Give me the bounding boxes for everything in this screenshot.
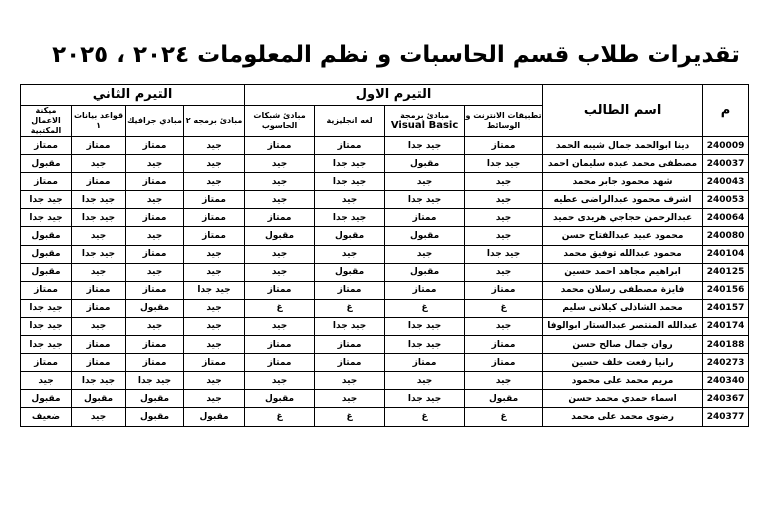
student-name: مصطفى محمد عبده سليمان احمد bbox=[543, 155, 703, 173]
grade-cell: جيد جدا bbox=[72, 245, 126, 263]
grade-cell: ممتاز bbox=[126, 336, 184, 354]
grade-cell: جيد bbox=[465, 173, 543, 191]
table-row bbox=[21, 281, 749, 299]
student-code: 240367 bbox=[703, 390, 749, 408]
grade-cell: جيد bbox=[245, 245, 315, 263]
grade-cell: ممتاز bbox=[315, 281, 385, 299]
grade-cell: جيد جدا bbox=[385, 390, 465, 408]
table-row bbox=[21, 336, 749, 354]
grade-cell: جيد جدا bbox=[315, 173, 385, 191]
grade-cell: جيد bbox=[245, 372, 315, 390]
grade-cell: جيد bbox=[385, 173, 465, 191]
student-name: رضوى محمد على محمد bbox=[543, 408, 703, 426]
grade-cell: مقبول bbox=[245, 390, 315, 408]
student-name: مريم محمد على محمود bbox=[543, 372, 703, 390]
grade-cell: غ bbox=[465, 408, 543, 426]
grade-cell: ممتاز bbox=[21, 281, 72, 299]
grade-cell: مقبول bbox=[21, 227, 72, 245]
grade-cell: جيد bbox=[315, 191, 385, 209]
grade-cell: جيد جدا bbox=[385, 336, 465, 354]
table-row bbox=[21, 263, 749, 281]
grade-cell: ممتاز bbox=[465, 336, 543, 354]
grade-cell: ممتاز bbox=[126, 209, 184, 227]
grade-cell: ممتاز bbox=[72, 281, 126, 299]
grade-cell: ممتاز bbox=[72, 354, 126, 372]
table-row bbox=[21, 408, 749, 426]
header-subject-office-automation: ميكنة الاعمال المكتبية bbox=[21, 106, 72, 137]
table-row bbox=[21, 155, 749, 173]
grade-cell: جيد bbox=[315, 245, 385, 263]
student-name: اسماء حمدي محمد حسن bbox=[543, 390, 703, 408]
grade-cell: جيد bbox=[385, 245, 465, 263]
grade-cell: مقبول bbox=[72, 390, 126, 408]
header-student-name: اسم الطالب bbox=[543, 85, 703, 137]
grade-cell: جيد جدا bbox=[385, 137, 465, 155]
header-subject-graphics: مبادي جرافيك bbox=[126, 106, 184, 137]
grade-cell: ممتاز bbox=[126, 354, 184, 372]
grade-cell: غ bbox=[315, 299, 385, 317]
student-name: روان جمال صالح حسن bbox=[543, 336, 703, 354]
header-number: م bbox=[703, 85, 749, 137]
page-title: تقديرات طلاب قسم الحاسبات و نظم المعلومات ٢٠٢٤ ، ٢٠٢٥ bbox=[52, 42, 740, 68]
grade-cell: جيد جدا bbox=[21, 191, 72, 209]
grade-cell: جيد bbox=[465, 372, 543, 390]
grade-cell: ممتاز bbox=[245, 354, 315, 372]
grade-cell: ممتاز bbox=[465, 137, 543, 155]
student-code: 240156 bbox=[703, 281, 749, 299]
grade-cell: ممتاز bbox=[465, 281, 543, 299]
grade-cell: ممتاز bbox=[245, 281, 315, 299]
grade-cell: ممتاز bbox=[315, 336, 385, 354]
grades-table bbox=[20, 84, 749, 427]
header-subject-programming-label: مبادئ برمجة bbox=[400, 111, 450, 120]
grade-cell: جيد bbox=[72, 408, 126, 426]
grade-cell: غ bbox=[385, 408, 465, 426]
table-row bbox=[21, 227, 749, 245]
grade-cell: جيد جدا bbox=[385, 317, 465, 335]
grade-cell: جيد جدا bbox=[21, 209, 72, 227]
header-subject-programming-vb: Visual Basic bbox=[390, 120, 459, 131]
student-name: محمود عبيد عبدالفتاح حسن bbox=[543, 227, 703, 245]
student-code: 240080 bbox=[703, 227, 749, 245]
grade-cell: جيد bbox=[465, 191, 543, 209]
table-row bbox=[21, 317, 749, 335]
grade-cell: غ bbox=[385, 299, 465, 317]
table-row bbox=[21, 372, 749, 390]
grade-cell: ممتاز bbox=[465, 354, 543, 372]
grade-cell: غ bbox=[465, 299, 543, 317]
grade-cell: ممتاز bbox=[245, 336, 315, 354]
student-name: فايزة مصطفى رسلان محمد bbox=[543, 281, 703, 299]
student-name: عبدالرحمن حجاجي هريدى حميد bbox=[543, 209, 703, 227]
grade-cell: مقبول bbox=[385, 155, 465, 173]
grade-cell: مقبول bbox=[126, 299, 184, 317]
grade-cell: ممتاز bbox=[21, 354, 72, 372]
grade-cell: ممتاز bbox=[385, 281, 465, 299]
grade-cell: جيد جدا bbox=[72, 372, 126, 390]
grade-cell: جيد جدا bbox=[126, 372, 184, 390]
table-row bbox=[21, 137, 749, 155]
grade-cell: جيد bbox=[315, 390, 385, 408]
grade-cell: جيد bbox=[184, 245, 245, 263]
grade-cell: جيد جدا bbox=[315, 155, 385, 173]
header-subject-internet-apps: تطبيقات الانترنت و الوسائط bbox=[465, 106, 543, 137]
grade-cell: مقبول bbox=[21, 245, 72, 263]
grade-cell: جيد جدا bbox=[315, 317, 385, 335]
student-code: 240340 bbox=[703, 372, 749, 390]
grade-cell: ممتاز bbox=[21, 173, 72, 191]
grade-cell: جيد bbox=[245, 317, 315, 335]
grade-cell: جيد bbox=[245, 263, 315, 281]
grade-cell: ممتاز bbox=[385, 209, 465, 227]
student-name: اشرف محمود عبدالراضى عطيه bbox=[543, 191, 703, 209]
grade-cell: ممتاز bbox=[385, 354, 465, 372]
header-subject-databases-1: قواعد بيانات ١ bbox=[72, 106, 126, 137]
grade-cell: ممتاز bbox=[126, 281, 184, 299]
grade-cell: جيد جدا bbox=[21, 299, 72, 317]
table-row bbox=[21, 299, 749, 317]
grade-cell: جيد bbox=[184, 336, 245, 354]
grade-cell: ممتاز bbox=[184, 354, 245, 372]
grade-cell: جيد جدا bbox=[315, 209, 385, 227]
grade-cell: ممتاز bbox=[72, 336, 126, 354]
grades-table-body bbox=[21, 137, 749, 427]
grade-cell: جيد bbox=[184, 372, 245, 390]
grade-cell: جيد جدا bbox=[21, 336, 72, 354]
student-code: 240174 bbox=[703, 317, 749, 335]
grade-cell: جيد bbox=[72, 227, 126, 245]
student-code: 240009 bbox=[703, 137, 749, 155]
grade-cell: مقبول bbox=[21, 263, 72, 281]
table-row bbox=[21, 390, 749, 408]
grade-cell: جيد جدا bbox=[465, 245, 543, 263]
grade-cell: جيد bbox=[184, 390, 245, 408]
grade-cell: غ bbox=[245, 408, 315, 426]
grade-cell: مقبول bbox=[245, 227, 315, 245]
student-code: 240188 bbox=[703, 336, 749, 354]
grade-cell: جيد جدا bbox=[465, 155, 543, 173]
header-subject-english: لغه انجليزية bbox=[315, 106, 385, 137]
grade-cell: ممتاز bbox=[126, 137, 184, 155]
table-row bbox=[21, 173, 749, 191]
grade-cell: مقبول bbox=[126, 390, 184, 408]
student-name: دينا ابوالحمد جمال شيبه الحمد bbox=[543, 137, 703, 155]
student-code: 240064 bbox=[703, 209, 749, 227]
grade-cell: مقبول bbox=[385, 263, 465, 281]
student-name: ابراهيم مجاهد احمد حسين bbox=[543, 263, 703, 281]
grade-cell: جيد bbox=[126, 155, 184, 173]
grade-cell: جيد جدا bbox=[72, 209, 126, 227]
grade-cell: ممتاز bbox=[72, 173, 126, 191]
grade-cell: جيد bbox=[126, 317, 184, 335]
student-code: 240157 bbox=[703, 299, 749, 317]
grade-cell: مقبول bbox=[184, 408, 245, 426]
grade-cell: جيد جدا bbox=[385, 191, 465, 209]
grade-cell: ممتاز bbox=[72, 299, 126, 317]
grade-cell: جيد bbox=[465, 263, 543, 281]
student-name: محمود عبدالله توفيق محمد bbox=[543, 245, 703, 263]
table-row bbox=[21, 191, 749, 209]
grade-cell: ممتاز bbox=[126, 173, 184, 191]
grade-cell: غ bbox=[315, 408, 385, 426]
grade-cell: جيد bbox=[72, 317, 126, 335]
grade-cell: جيد bbox=[184, 173, 245, 191]
header-subject-networks: مبادئ شبكات الحاسوب bbox=[245, 106, 315, 137]
grade-cell: جيد bbox=[465, 227, 543, 245]
grade-cell: جيد bbox=[245, 191, 315, 209]
grade-cell: جيد bbox=[184, 263, 245, 281]
grade-cell: جيد bbox=[72, 263, 126, 281]
grade-cell: ممتاز bbox=[245, 209, 315, 227]
grade-cell: جيد bbox=[465, 209, 543, 227]
student-name: محمد الشاذلى كيلانى سليم bbox=[543, 299, 703, 317]
header-term-2: التيرم الثاني bbox=[21, 85, 245, 106]
table-row bbox=[21, 245, 749, 263]
grade-cell: جيد جدا bbox=[184, 281, 245, 299]
grade-cell: جيد bbox=[245, 155, 315, 173]
grade-cell: ممتاز bbox=[315, 137, 385, 155]
grade-cell: ممتاز bbox=[184, 227, 245, 245]
grade-cell: غ bbox=[245, 299, 315, 317]
header-term-1: التيرم الاول bbox=[245, 85, 543, 106]
grade-cell: جيد bbox=[315, 372, 385, 390]
grade-cell: مقبول bbox=[465, 390, 543, 408]
grade-cell: ممتاز bbox=[315, 354, 385, 372]
grade-cell: ممتاز bbox=[21, 137, 72, 155]
grade-cell: ممتاز bbox=[126, 245, 184, 263]
grade-cell: جيد جدا bbox=[21, 317, 72, 335]
grade-cell: جيد bbox=[126, 191, 184, 209]
grade-cell: مقبول bbox=[385, 227, 465, 245]
grade-cell: مقبول bbox=[21, 155, 72, 173]
grade-cell: مقبول bbox=[21, 390, 72, 408]
grade-cell: جيد bbox=[245, 173, 315, 191]
header-subject-programming bbox=[385, 106, 465, 137]
grade-cell: جيد bbox=[184, 317, 245, 335]
grade-cell: ممتاز bbox=[184, 191, 245, 209]
grade-cell: جيد bbox=[465, 317, 543, 335]
grade-cell: جيد bbox=[72, 155, 126, 173]
table-row bbox=[21, 209, 749, 227]
grade-cell: جيد bbox=[126, 263, 184, 281]
grade-cell: جيد bbox=[184, 299, 245, 317]
student-code: 240104 bbox=[703, 245, 749, 263]
grade-cell: جيد جدا bbox=[72, 191, 126, 209]
student-code: 240043 bbox=[703, 173, 749, 191]
grade-cell: ممتاز bbox=[184, 209, 245, 227]
grade-cell: ممتاز bbox=[72, 137, 126, 155]
header-subject-programming-2: مبادئ برمجه ٢ bbox=[184, 106, 245, 137]
grade-cell: ضعيف bbox=[21, 408, 72, 426]
grade-cell: جيد bbox=[184, 137, 245, 155]
student-name: عبدالله المنتصر عبدالستار ابوالوفا bbox=[543, 317, 703, 335]
student-code: 240377 bbox=[703, 408, 749, 426]
table-row bbox=[21, 354, 749, 372]
student-code: 240125 bbox=[703, 263, 749, 281]
student-code: 240053 bbox=[703, 191, 749, 209]
student-code: 240037 bbox=[703, 155, 749, 173]
student-code: 240273 bbox=[703, 354, 749, 372]
grade-cell: جيد bbox=[184, 155, 245, 173]
grade-cell: مقبول bbox=[315, 227, 385, 245]
grade-cell: ممتاز bbox=[245, 137, 315, 155]
grade-cell: جيد bbox=[21, 372, 72, 390]
grade-cell: جيد bbox=[126, 227, 184, 245]
grade-cell: مقبول bbox=[126, 408, 184, 426]
student-name: شهد محمود جابر محمد bbox=[543, 173, 703, 191]
grade-cell: مقبول bbox=[315, 263, 385, 281]
student-name: رانيا رفعت خلف حسين bbox=[543, 354, 703, 372]
grade-cell: جيد bbox=[385, 372, 465, 390]
